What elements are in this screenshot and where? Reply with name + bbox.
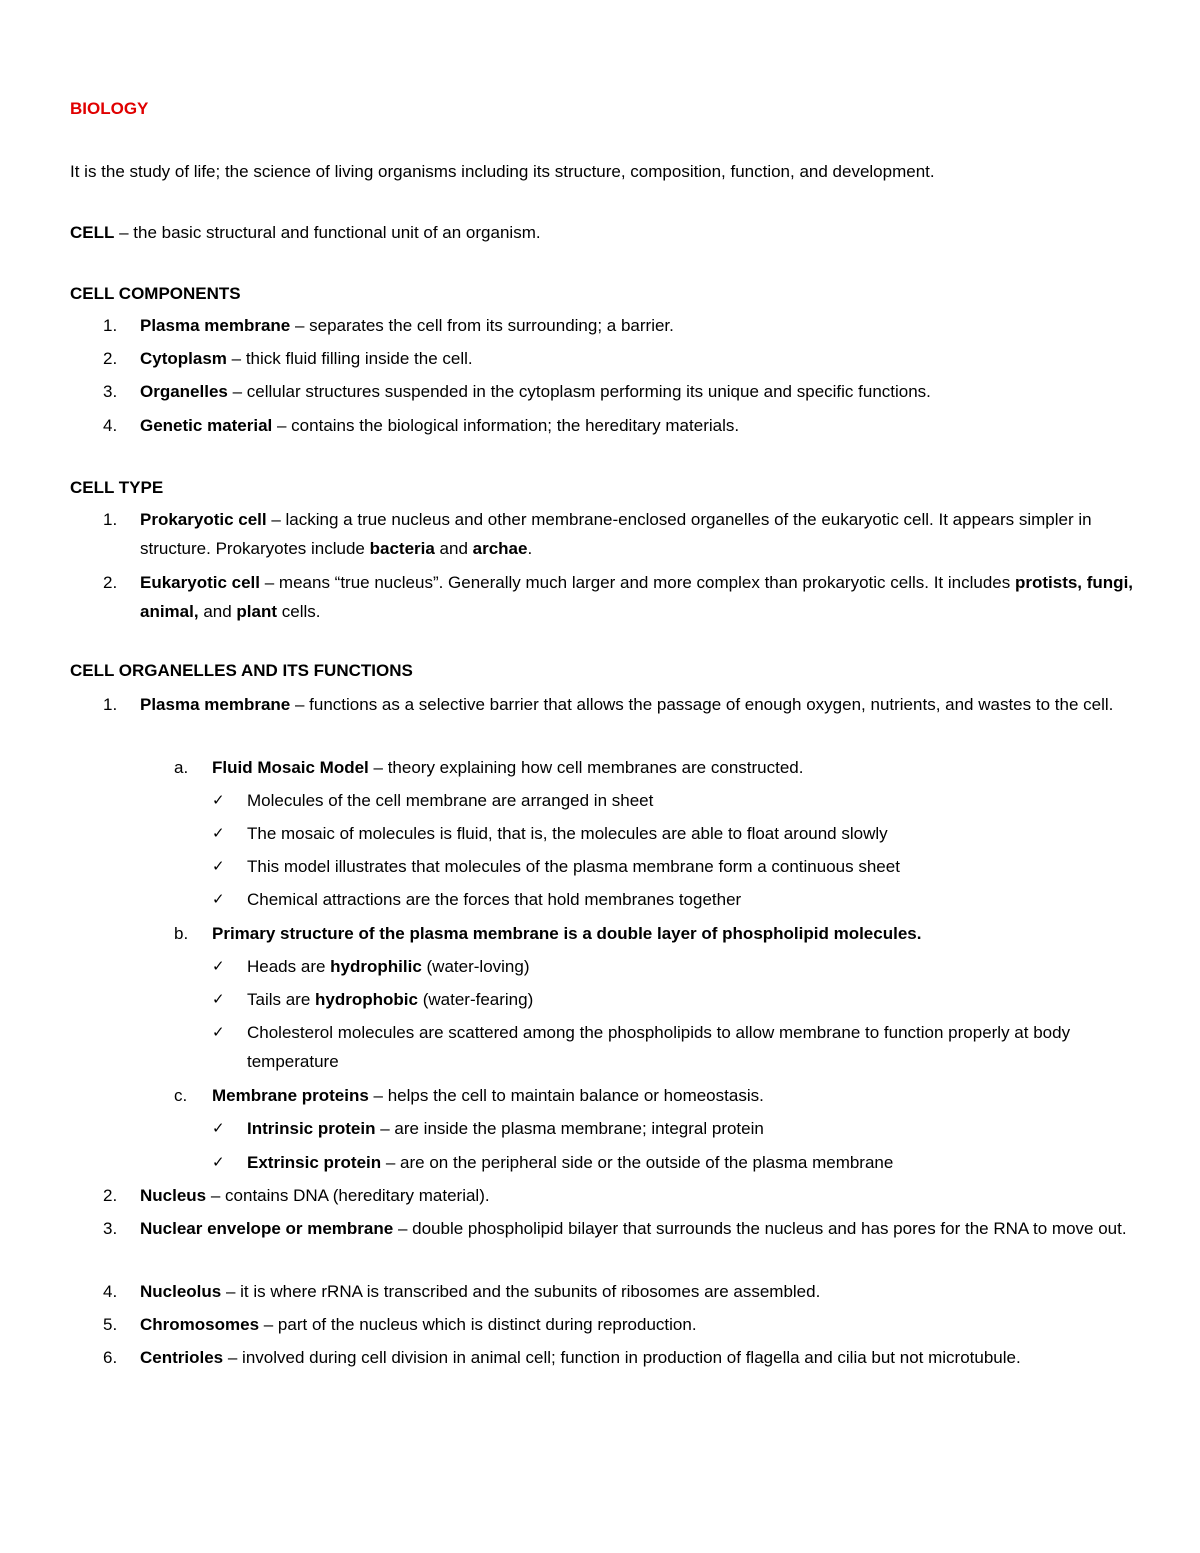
check-text: Cholesterol molecules are scattered among the phospholipids to allow membrane to function properly at body temperature [247,1023,1071,1071]
list-text: . [527,539,533,558]
list-term: Nuclear envelope or membrane [140,1219,394,1238]
list-term: Nucleus [140,1186,207,1205]
list-text: – separates the cell from its surrounding; a barrier. [290,316,674,335]
bold-term: archae [472,539,528,558]
list-term: Cytoplasm [140,349,227,368]
intro-paragraph: It is the study of life; the science of living organisms including its structure, composition, function, and development. [70,162,935,181]
list-text: and [434,539,473,558]
checkmark-icon: ✓ [212,857,225,875]
list-text: – contains the biological information; the hereditary materials. [272,416,740,435]
sub-term: Membrane proteins [212,1086,369,1105]
list-text: – contains DNA (hereditary material). [206,1186,490,1205]
list-text: – double phospholipid bilayer that surrounds the nucleus and has pores for the RNA to move out. [393,1219,1127,1238]
list-number: 5. [103,1315,118,1334]
list-number: 4. [103,416,118,435]
list-text: – it is where rRNA is transcribed and the subunits of ribosomes are assembled. [221,1282,821,1301]
list-term: Prokaryotic cell [140,510,267,529]
sub-term: Primary structure of the plasma membrane is a double layer of phospholipid molecules. [212,924,922,943]
list-term: Nucleolus [140,1282,222,1301]
list-term: Plasma membrane [140,316,291,335]
bold-term: Extrinsic protein [247,1153,382,1172]
checkmark-icon: ✓ [212,791,225,809]
sub-term: Fluid Mosaic Model [212,758,369,777]
check-text: Tails are [247,990,316,1009]
list-number: 1. [103,695,118,714]
list-number: 3. [103,382,118,401]
list-number: 2. [103,1186,118,1205]
check-text: (water-fearing) [417,990,534,1009]
list-term: Organelles [140,382,228,401]
checkmark-icon: ✓ [212,824,225,842]
list-term: Plasma membrane [140,695,291,714]
checkmark-icon: ✓ [212,990,225,1008]
sub-letter: b. [174,924,189,943]
check-text: Molecules of the cell membrane are arranged in sheet [247,791,654,810]
section-heading-types: CELL TYPE [70,478,164,497]
bold-term: hydrophilic [330,957,422,976]
check-text: – are inside the plasma membrane; integral protein [375,1119,764,1138]
list-text: – means “true nucleus”. Generally much larger and more complex than prokaryotic cells. It includes [260,573,1015,592]
checkmark-icon: ✓ [212,1153,225,1171]
cell-definition [70,218,1140,247]
section-heading-components: CELL COMPONENTS [70,284,241,303]
list-text: – part of the nucleus which is distinct during reproduction. [259,1315,697,1334]
list-text: – functions as a selective barrier that allows the passage of enough oxygen, nutrients, and wastes to the cell. [290,695,1114,714]
cell-definition-text: – the basic structural and functional unit of an organism. [114,223,541,242]
sub-letter: a. [174,758,189,777]
list-term: Eukaryotic cell [140,573,261,592]
list-text: and [198,602,237,621]
section-heading-organelles: CELL ORGANELLES AND ITS FUNCTIONS [70,661,413,680]
sub-text: – theory explaining how cell membranes are constructed. [368,758,804,777]
sub-letter: c. [174,1086,188,1105]
bold-term: protists, fungi, animal, [140,573,1134,621]
list-text: cells. [277,602,321,621]
list-number: 4. [103,1282,118,1301]
list-number: 1. [103,316,118,335]
checkmark-icon: ✓ [212,1119,225,1137]
page-title: BIOLOGY [70,99,149,118]
list-text: – thick fluid filling inside the cell. [226,349,473,368]
check-text: Heads are [247,957,331,976]
check-text: (water-loving) [421,957,530,976]
sub-text: – helps the cell to maintain balance or homeostasis. [368,1086,764,1105]
bold-term: Intrinsic protein [247,1119,376,1138]
check-text: The mosaic of molecules is fluid, that is, the molecules are able to float around slowly [247,824,888,843]
checkmark-icon: ✓ [212,890,225,908]
cell-term: CELL [70,223,115,242]
check-text: Chemical attractions are the forces that hold membranes together [247,890,742,909]
list-number: 2. [103,349,118,368]
list-term: Chromosomes [140,1315,260,1334]
list-text: – lacking a true nucleus and other membrane-enclosed organelles of the eukaryotic cell. It appears simpler in structure. Prokaryotes include [140,510,1092,558]
list-text: – involved during cell division in animal cell; function in production of flagella and cilia but not microtubule. [223,1348,1021,1367]
list-term: Genetic material [140,416,273,435]
check-text: – are on the peripheral side or the outside of the plasma membrane [381,1153,894,1172]
bold-term: hydrophobic [315,990,418,1009]
list-number: 6. [103,1348,118,1367]
list-number: 1. [103,510,118,529]
checkmark-icon: ✓ [212,1023,225,1041]
check-text: This model illustrates that molecules of the plasma membrane form a continuous sheet [247,857,900,876]
checkmark-icon: ✓ [212,957,225,975]
bold-term: plant [236,602,278,621]
list-number: 2. [103,573,118,592]
list-term: Centrioles [140,1348,224,1367]
bold-term: bacteria [369,539,435,558]
list-number: 3. [103,1219,118,1238]
list-text: – cellular structures suspended in the cytoplasm performing its unique and specific functions. [227,382,931,401]
